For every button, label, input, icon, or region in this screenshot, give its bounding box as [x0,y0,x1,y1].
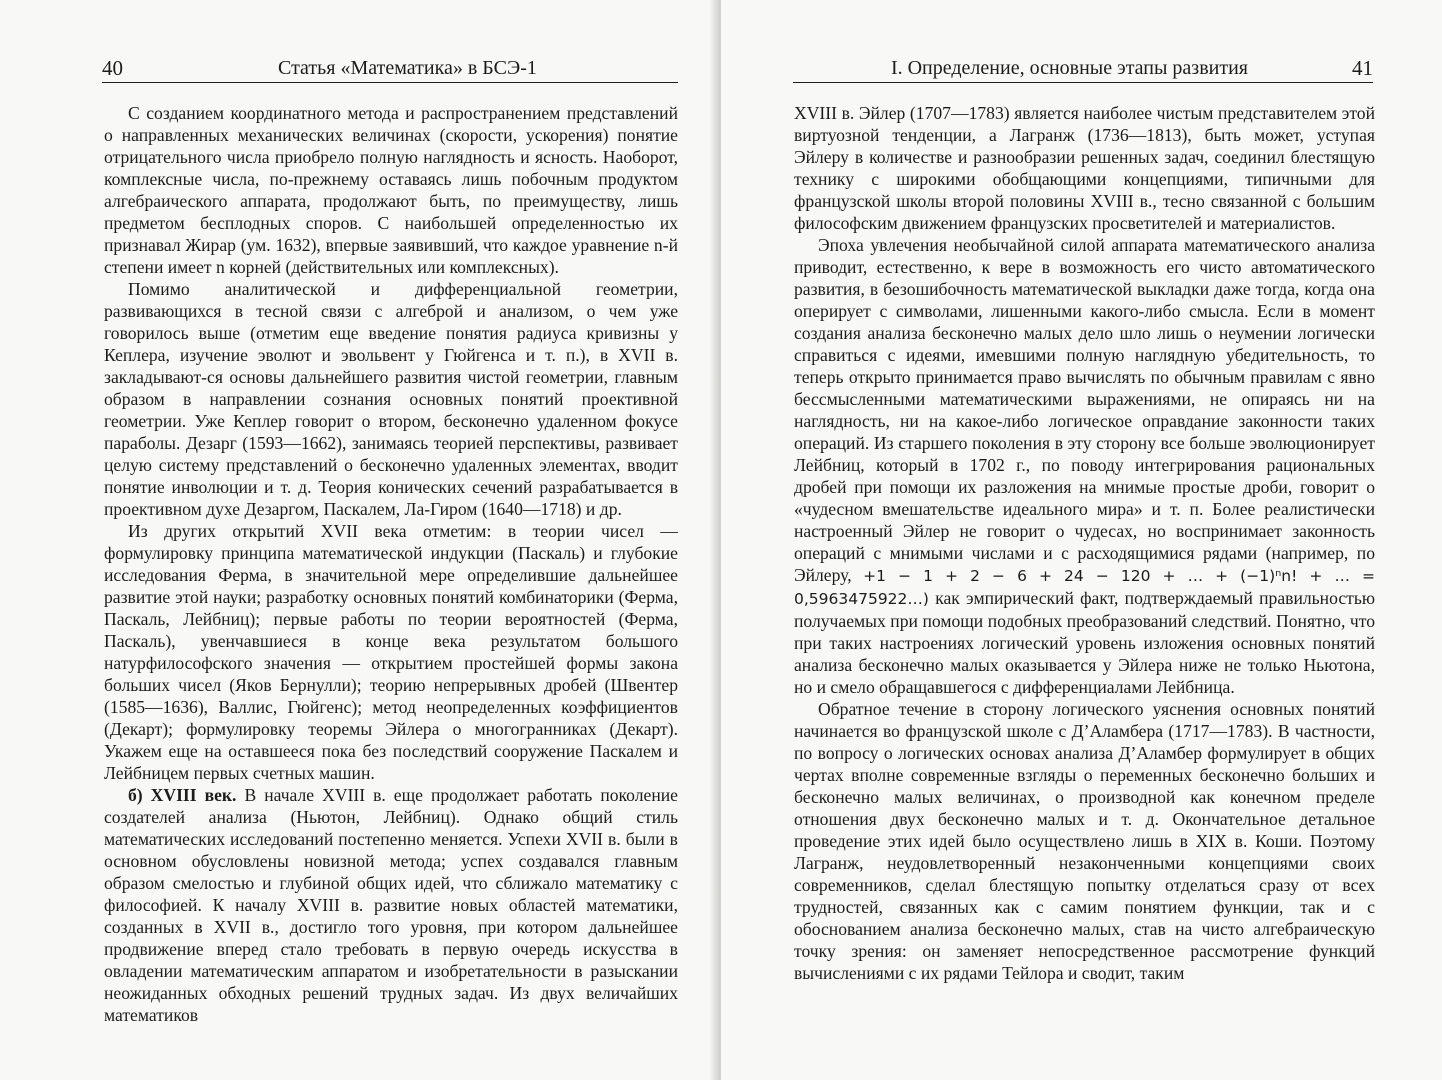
series-formula: +1 − 1 + 2 − 6 + 24 − 120 + … + (−1)ⁿn! + … = 0,5963475922…) [794,567,1376,608]
left-page [0,0,716,1080]
paragraph: С созданием координатного метода и распространением представлений о направленных механических величинах (скорости, ускорения) понятие отрицательного числа приобрело полную наглядность и ясность. Наоборот, комплексные числа, по-прежнему оставаясь лишь побочным продуктом алгебраического аппарата, продолжают быть, по преимуществу, лишь предметом бесплодных споров. С наибольшей определенностью их признавал Жирар (ум. 1632), впервые заявивший, что каждое уравнение n-й степени имеет n корней (действительных или комплексных). [104,103,678,277]
paragraph-text: как эмпирический факт, подтверждаемый правильностью получаемых при помощи подобных преобразований следствий. Понятно, что при таких настроениях логический уровень изложения основных понятий анализа бесконечно малых оказывается у Эйлера ниже не только Ньютона, но и смело обращавшегося с дифференциалами Лейбница. [794,588,1375,697]
right-running-head [793,52,1373,83]
section-paragraph [104,784,678,1026]
right-page-body [794,102,1375,984]
section-heading-xviii: б) XVIII век. [128,785,237,805]
page-number-right: 41 [1352,56,1373,80]
section-text: В начале XVIII в. еще продолжает работать поколение создателей анализа (Ньютон, Лейбниц). Однако общий стиль математических исследований постепенно меняется. Успехи XVII в. были в основном обусловлены новизной метода; успех создавался главным образом смелостью и глубиной общих идей, что сближало математику с философией. К началу XVIII в. развитие новых областей математики, созданных в XVII в., достигло того уровня, при котором дальнейшее продвижение вперед стало требовать в первую очередь искусства в овладении математическим аппаратом и изобретательности в разыскании неожиданных обходных решений трудных задач. Из двух величайших математиков [104,785,678,1025]
paragraph: Из других открытий XVII века отметим: в теории чисел — формулировку принципа математической индукции (Паскаль) и глубокие исследования Ферма, в значительной мере определившие дальнейшее развитие этой науки; разработку основных понятий комбинаторики (Ферма, Паскаль, Лейбниц); первые работы по теории вероятностей (Ферма, Паскаль), увенчавшиеся в конце века результатом большого натурфилософского значения — открытием простейшей формы закона больших чисел (Яков Бернулли); теорию непрерывных дробей (Швентер (1585—1636), Валлис, Гюйгенс); метод неопределенных коэффициентов (Декарт); формулировку теоремы Эйлера о многогранниках (Декарт). Укажем еще на оставшееся пока без последствий сооружение Паскалем и Лейбницем первых счетных машин. [104,521,678,783]
paragraph: Обратное течение в сторону логического уяснения основных понятий начинается во французской школе с Д’Аламбера (1717—1783). В частности, по вопросу о логических основах анализа Д’Аламбер формулирует в общих чертах вполне современные взгляды о переменных бесконечно больших и бесконечно малых величинах, о производной как конечном пределе отношения двух бесконечно малых и т. д. Окончательное детальное проведение этих идей было осуществлено лишь в XIX в. Коши. Поэтому Лагранж, неудовлетворенный незаконченными концепциями своих современников, сделал блестящую попытку отделаться сразу от всех трудностей, связанных как с самим понятием функции, так и с обоснованием анализа бесконечно малых, став на чисто алгебраическую точку зрения: он заменяет непосредственное рассмотрение функций вычислениями с их рядами Тейлора и сводит, таким [794,699,1375,983]
running-head-title-left: Статья «Математика» в БСЭ-1 [278,57,537,79]
page-number-left: 40 [102,56,123,80]
paragraph: XVIII в. Эйлер (1707—1783) является наиболее чистым представителем этой виртуозной тенденции, а Лагранж (1736—1813), быть может, уступая Эйлеру в количестве и разнообразии решенных задач, соединил блестящую технику с широкими обобщающими концепциями, типичными для французской школы второй половины XVIII в., тесно связанной с большим философским движением французских просветителей и материалистов. [794,103,1375,233]
running-head-title-right: I. Определение, основные этапы развития [890,57,1248,79]
paragraph: Помимо аналитической и дифференциальной геометрии, развивающихся в тесной связи с алгеброй и анализом, о чем уже говорилось выше (отметим еще введение понятия радиуса кривизны у Кеплера, изучение эволют и эвольвент у Гюйгенса и т. п.), в XVII в. закладывают-ся основы дальнейшего развития чистой геометрии, главным образом в направлении сознания основных понятий проективной геометрии. Уже Кеплер говорит о втором, бесконечно удаленном фокусе параболы. Дезарг (1593—1662), занимаясь теорией перспективы, развивает целую систему представлений о бесконечно удаленных элементах, вводит понятие инволюции и т. д. Теория конических сечений разрабатывается в проективном духе Дезаргом, Паскалем, Ла-Гиром (1640—1718) и др. [104,279,678,519]
paragraph-with-formula [794,234,1375,698]
left-page-body [104,102,678,1026]
right-page [721,0,1442,1080]
paragraph-text: Эпоха увлечения необычайной силой аппарата математического анализа приводит, естественно, к вере в возможность его чисто автоматического развития, в безошибочность математической выкладки даже тогда, когда она оперирует с символами, лишенными какого-либо смысла. Если в момент создания анализа бесконечно малых дело шло лишь о неумении логически справиться с идеями, имевшими полную наглядную убедительность, то теперь открыто принимается право вычислять по обычным правилам с явно бессмысленными математическими выражениями, не опираясь ни на наглядность, ни на какое-либо логическое оправдание законности таких операций. Из старшего поколения в эту сторону все больше эволюционирует Лейбниц, который в 1702 г., по поводу интегрирования рациональных дробей при помощи их разложения на мнимые простые дроби, говорит о «чудесном вмешательстве идеального мира» и т. п. Более реалистически настроенный Эйлер не говорит о чудесах, но воспринимает законность операций с мнимыми числами и с расходящимися рядами (например, по Эйлеру, [794,235,1375,585]
left-running-head [102,52,678,83]
